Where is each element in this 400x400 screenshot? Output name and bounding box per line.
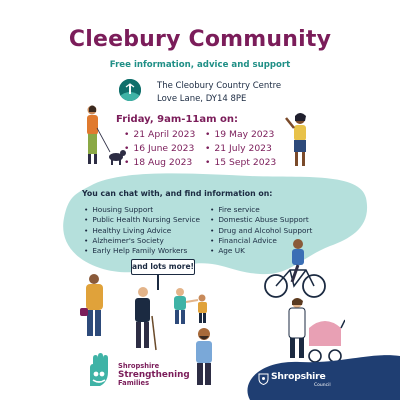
ssf-line1: Shropshire xyxy=(118,362,160,370)
service-item: • Domestic Abuse Support xyxy=(210,215,312,225)
ssf-line3: Families xyxy=(118,379,150,388)
subtitle: Free information, advice and support xyxy=(109,60,291,70)
cyclist-illustration xyxy=(262,236,328,302)
venue-logo-icon xyxy=(119,79,141,101)
date-item: • 18 Aug 2023 xyxy=(124,156,195,170)
service-item: • Fire service xyxy=(210,205,312,215)
strengthening-families-text xyxy=(118,363,190,388)
service-item: • Age UK xyxy=(210,246,312,256)
venue-street: Love Lane, DY14 8PE xyxy=(157,94,247,104)
council-crest-icon xyxy=(258,373,269,385)
service-item: • Drug and Alcohol Support xyxy=(210,226,312,236)
service-item: • Healthy Living Advice xyxy=(84,226,200,236)
date-item: • 15 Sept 2023 xyxy=(205,156,276,170)
ssf-line2: Strengthening xyxy=(118,369,190,380)
services-list-left xyxy=(84,205,200,256)
services-heading: You can chat with, and find information on: xyxy=(82,189,273,198)
page-title: Cleebury Community xyxy=(68,27,332,52)
service-item: • Housing Support xyxy=(84,205,200,215)
venue-address xyxy=(157,80,281,106)
service-item: • Early Help Family Workers xyxy=(84,246,200,256)
date-item: • 21 April 2023 xyxy=(124,128,195,142)
service-item: • Financial Advice xyxy=(210,236,312,246)
dates-list-right xyxy=(205,128,276,171)
dates-list-left xyxy=(124,128,195,171)
venue-name: The Cleobury Country Centre xyxy=(157,81,282,91)
woman-walking-dog-illustration xyxy=(80,104,130,170)
man-standing-illustration xyxy=(78,272,112,342)
date-item: • 21 July 2023 xyxy=(205,142,276,156)
waving-woman-illustration xyxy=(283,110,319,172)
service-item: • Alzheimer's Society xyxy=(84,236,200,246)
man-with-beard-illustration xyxy=(190,326,220,386)
strengthening-families-logo-icon xyxy=(84,352,114,388)
date-item: • 19 May 2023 xyxy=(205,128,276,142)
parent-and-child-illustration xyxy=(168,284,218,330)
service-item: • Public Health Nursing Service xyxy=(84,215,200,225)
date-item: • 16 June 2023 xyxy=(124,142,195,156)
schedule-heading: Friday, 9am-11am on: xyxy=(116,114,239,125)
person-with-cane-illustration xyxy=(128,286,162,354)
and-lots-more-sign: and lots more! xyxy=(131,259,195,275)
council-name: Shropshire xyxy=(271,371,326,382)
council-subtitle: Council xyxy=(314,383,331,388)
